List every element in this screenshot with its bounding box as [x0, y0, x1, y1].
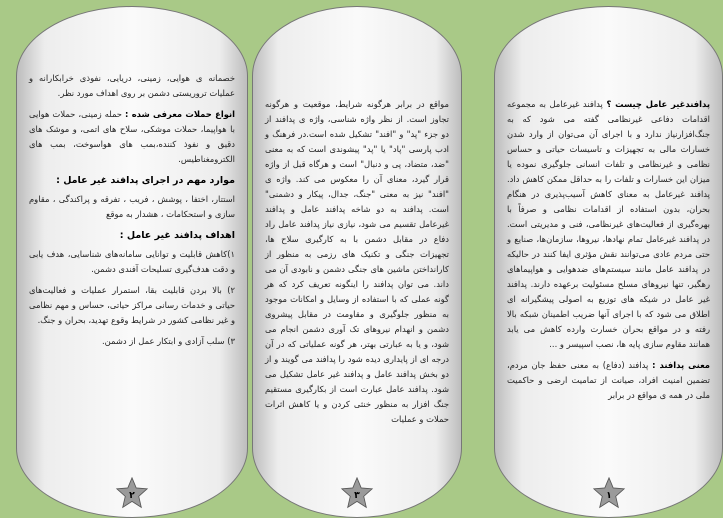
page-number-star-icon [340, 477, 374, 509]
page-number-right: ۱ [605, 490, 612, 502]
panel-right [494, 6, 723, 518]
panel-left-content [29, 71, 235, 355]
panel-left [16, 6, 248, 518]
goal-item-1: ۱)کاهش قابلیت و توانایی سامانه‌های شناسایی، هدف یابی و دقت هدف‌گیری تسلیحات آفندی دشمن. [29, 249, 235, 274]
panel-right-content [507, 97, 710, 409]
meaning-text: پدافند (دفاع) به معنی حفظ جان مردم، تضمین امنیت افراد، صیانت از تمامیت ارضی و حاکمیت ملی در همه ی مواقع در برابر [507, 360, 710, 400]
goal-item-3: ۳) سلب آزادی و ابتکار عمل از دشمن. [101, 336, 235, 346]
panel-middle-content [265, 97, 449, 433]
page-number-star-icon [592, 477, 626, 509]
definition-paragraph [507, 97, 710, 352]
page-number-middle: ۳ [354, 490, 360, 502]
attack-types-text: حمله زمینی، حملات هوایی با هواپیما، حملات موشکی، سلاح های اتمی، و موشک های دقیق و نفوذ کننده،بمب های هواسوخت، بمب های الکترومغناطیس. [29, 109, 235, 164]
attack-types-heading: انواع حملات معرفی شده : [125, 109, 235, 119]
important-items-heading: موارد مهم در اجرای پدافند غیر عامل : [56, 175, 235, 186]
definition-heading: پدافندغیر عامل چیست ؟ [606, 99, 710, 109]
panel-middle [252, 6, 462, 518]
important-items-text: استتار، اختفا ، پوشش ، فریب ، تفرقه و پراکندگی ، مقاوم سازی و استحکامات ، هشدار به موقع [29, 194, 235, 219]
goal-item-2: ۲) بالا بردن قابلیت بقا، استمرار عملیات و فعالیت‌های حیاتی و خدمات رسانی مراکز حیاتی، حساس و مهم نظامی و غیر نظامی کشور در شرایط وقوع تهدید، بحران و جنگ. [29, 285, 235, 325]
meaning-paragraph [507, 358, 710, 403]
page-number-left: ۲ [129, 490, 135, 502]
left-intro: خصمانه ی هوایی، زمینی، دریایی، نفوذی خرابکارانه و عملیات تروریستی دشمن بر روی اهداف مورد نظر. [29, 73, 235, 98]
middle-text: مواقع در برابر هرگونه شرایط، موقعیت و هرگونه تجاوز است. از نظر واژه شناسی، واژه ی پدافند از دو جزء "پد" و "افند" تشکیل شده است.در فرهنگ و ادب پارسی "پاد" یا "پد" پیشوندی است که به معنی "ضد، متضاد، پی و دنبال" است و هرگاه قبل از واژه قرار گیرد، معنای آن را معکوس می کند. واژه ی "افند" نیز به معنی "جنگ، جدال، پیکار و دشمنی" است. پدافند به دو شاخه پدافند عامل و پدافند غیرعامل تقسیم می شود، نیازی نیاز پدافند عامل راد دفاع در مقابل دشمن با به کارگیری سلاح ها، تجهیزات جنگی و تکنیک های رزمی به منظور از کارانداختن ماشین های جنگی دشمن و نابودی آن می داند. می توان پدافند را اینگونه تعریف کرد که هر گونه عملی که با استفاده از وسایل و امکانات موجود به منظور جلوگیری و مقاومت در مقابل پیشروی دشمن و انهدام نیروهای تک آوری دشمن انجام می شود، و یا به عبارتی بهتر، هر گونه عملیاتی که در آن درجه ای از پایداری دیده شود را پدافند می گویند و از دو بخش پدافند عامل و پدافند غیر عامل تشکیل می شود. پدافند عامل عبارت است از بکارگیری مستقیم جنگ افزار به منظور خنثی کردن و یا کاهش اثرات حملات و عملیات [265, 99, 449, 424]
attack-types-paragraph [29, 107, 235, 167]
definition-text: پدافند غیرعامل به مجموعه اقدامات دفاعی غیرنظامی گفته می شود که به جنگ‌افزارنیاز ندارد و با اجرای آن می‌توان از وارد شدن خسارات مالی به تجهیزات و تاسیسات حیاتی و حساس نظامی و غیرنظامی و تلفات انسانی جلوگیری نموده یا میزان این خسارات و تلفات را به حداقل ممکن کاهش داد. پدافند غیرعامل به معنای کاهش آسیب‌پذیری در هنگام بحران، بدون استفاده از اقدامات نظامی و صرفاً با بهره‌گیری از فعالیت‌های غیرنظامی، فنی و مدیریتی است. در پدافند غیرعامل تمام نهادها، نیروها، سازمان‌ها، صنایع و حتی مردم عادی می‌توانند نقش مؤثری ایفا کنند در حالیکه در پدافند عامل مانند سیستم‌های ضدهوایی و هواپیماهای رهگیر، تنها نیروهای مسلح مسئولیت برعهده دارند. پدافند غیر عامل در شیکه های توزیع به اصولی پیشگیرانه ای اطلاق می شود که با اجرای آنها ضریب اطمینان شبکه بالا رفته و در مواقع بحران خسارت وارده کاهش می یابد همانند مقاوم سازی پایه ها، نصب اسپیسر و ... [507, 99, 710, 349]
page-number-star-icon [115, 477, 149, 509]
goals-heading: اهداف پدافند غیر عامل : [119, 230, 235, 241]
meaning-heading: معنی پدافند : [652, 360, 710, 370]
